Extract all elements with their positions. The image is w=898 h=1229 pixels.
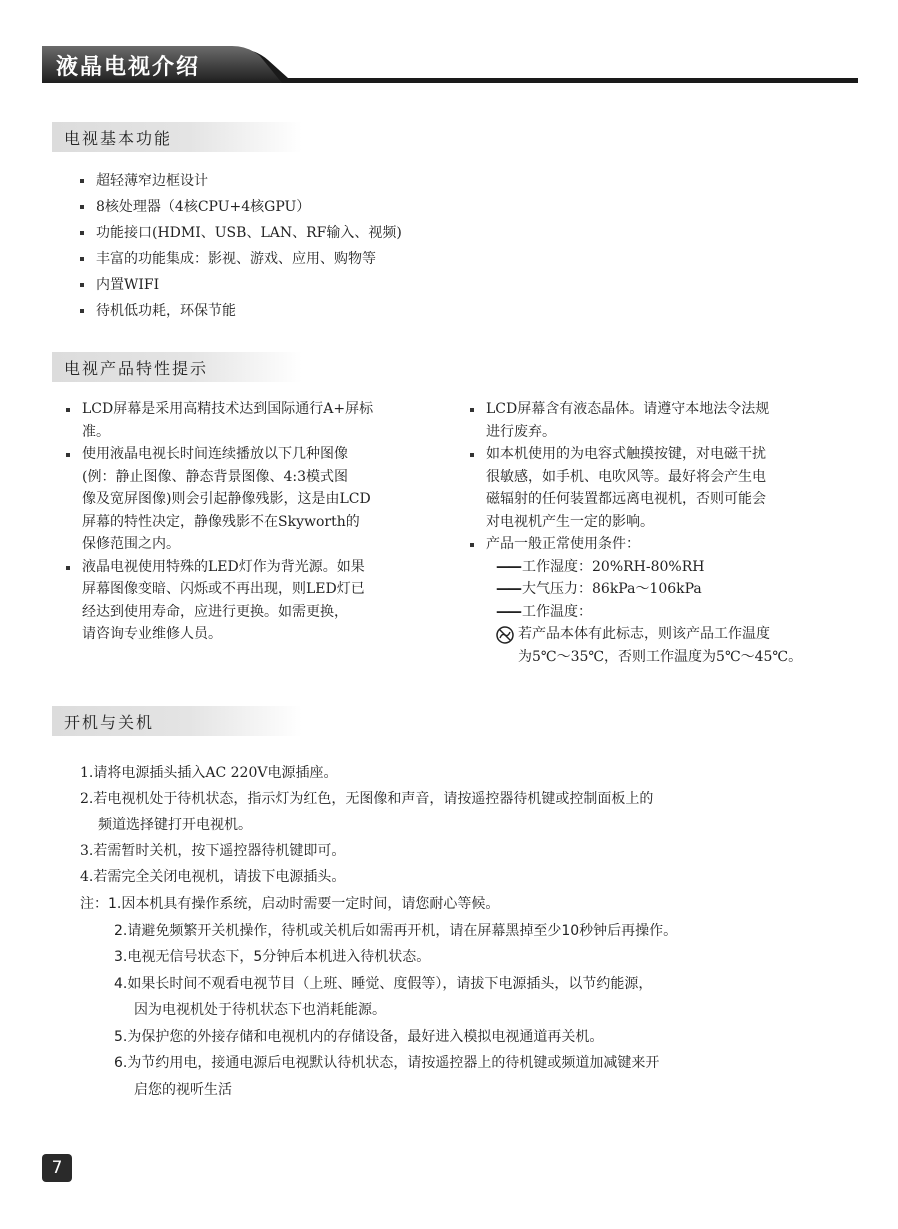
- page-header-title: 液晶电视介绍: [56, 55, 201, 80]
- section-header-features: [52, 122, 302, 152]
- text-line: 若产品本体有此标志，则该产品工作温度: [518, 626, 770, 642]
- list-item: [66, 443, 446, 556]
- feature-list: [80, 168, 580, 324]
- text-line: 磁辐射的任何装置都远离电视机，否则可能会: [486, 491, 766, 507]
- characteristics-left-column: [66, 398, 446, 646]
- section-title: 开机与关机: [64, 713, 155, 732]
- note-line: 4.如果长时间不观看电视节目（上班、睡觉、度假等），请拔下电源插头，以节约能源，: [114, 975, 653, 992]
- text-line: 如本机使用的为电容式触摸按键，对电磁干扰: [486, 446, 766, 462]
- text-line: 使用液晶电视长时间连续播放以下几种图像: [82, 446, 348, 462]
- text-line: (例：静止图像、静态背景图像、4:3模式图: [82, 468, 348, 485]
- dash-mark: ——: [496, 558, 520, 575]
- step-line: 4.若需完全关闭电视机，请拔下电源插头。: [80, 869, 346, 885]
- condition-line: [470, 601, 850, 624]
- list-item: 待机低功耗，环保节能: [80, 298, 580, 324]
- note-line: 3.电视无信号状态下，5分钟后本机进入待机状态。: [114, 949, 431, 965]
- step-line: 2.若电视机处于待机状态，指示灯为红色，无图像和声音，请按遥控器待机键或控制面板上的: [80, 791, 654, 807]
- text-line: 对电视机产生一定的影响。: [486, 513, 654, 530]
- page-number: 7: [42, 1154, 72, 1182]
- power-notes: [80, 891, 860, 1103]
- section-header-characteristics: [52, 352, 302, 382]
- text-line: 屏幕图像变暗、闪烁或不再出现，则LED灯已: [82, 581, 365, 597]
- temperature-warning-icon: [496, 626, 514, 644]
- condition-line: [470, 556, 850, 579]
- power-steps: [80, 760, 860, 890]
- note-line: 6.为节约用电，接通电源后电视默认待机状态，请按遥控器上的待机键或频道加减键来开: [114, 1055, 660, 1071]
- list-item: [66, 398, 446, 443]
- text-line: 保修范围之内。: [82, 536, 180, 552]
- step-line: 3.若需暂时关机，按下遥控器待机键即可。: [80, 843, 346, 859]
- text-line: 像及宽屏图像)则会引起静像残影，这是由LCD: [82, 491, 371, 507]
- step-line: 1.请将电源插头插入AC 220V电源插座。: [80, 765, 338, 781]
- condition-text: 工作温度：: [522, 603, 592, 620]
- characteristics-right-column: [470, 398, 850, 668]
- conditions-heading: 产品一般正常使用条件：: [470, 533, 850, 556]
- temperature-note: [470, 623, 850, 668]
- text-line: LCD屏幕是采用高精技术达到国际通行A+屏标: [82, 401, 374, 417]
- text-line: 进行废弃。: [486, 423, 556, 440]
- text-line: 屏幕的特性决定，静像残影不在Skyworth的: [82, 513, 360, 530]
- note-line: 因为电视机处于待机状态下也消耗能源。: [134, 1002, 386, 1018]
- note-line: 注：1.因本机具有操作系统，启动时需要一定时间，请您耐心等候。: [80, 896, 500, 912]
- section-header-power: [52, 706, 302, 736]
- text-line: LCD屏幕含有液态晶体。请遵守本地法令法规: [486, 401, 770, 417]
- note-line: 5.为保护您的外接存储和电视机内的存储设备，最好进入模拟电视通道再关机。: [114, 1028, 604, 1045]
- list-item: 丰富的功能集成：影视、游戏、应用、购物等: [80, 246, 580, 272]
- list-item: [66, 556, 446, 646]
- list-item: [470, 398, 850, 443]
- condition-text: 大气压力：86kPa～106kPa: [522, 581, 702, 597]
- section-title: 电视基本功能: [64, 129, 173, 148]
- text-line: 准。: [82, 423, 110, 440]
- dash-mark: ——: [496, 581, 520, 597]
- list-item: 8核处理器（4核CPU+4核GPU）: [80, 194, 580, 220]
- list-item: [470, 443, 850, 533]
- text-line: 液晶电视使用特殊的LED灯作为背光源。如果: [82, 558, 365, 575]
- section-title: 电视产品特性提示: [64, 359, 209, 378]
- text-line: 请咨询专业维修人员。: [82, 626, 222, 642]
- note-line: 启您的视听生活: [134, 1081, 232, 1098]
- list-item: 功能接口(HDMI、USB、LAN、RF输入、视频): [80, 220, 580, 246]
- text-line: 经达到使用寿命，应进行更换。如需更换，: [82, 603, 348, 620]
- text-line: 很敏感，如手机、电吹风等。最好将会产生电: [486, 468, 766, 485]
- condition-text: 工作湿度：20%RH-80%RH: [522, 558, 705, 575]
- dash-mark: ——: [496, 603, 520, 620]
- condition-line: [470, 578, 850, 601]
- step-line: 频道选择键打开电视机。: [98, 817, 252, 833]
- text-line: 为5℃～35℃，否则工作温度为5℃～45℃。: [518, 648, 803, 665]
- list-item: 内置WIFI: [80, 272, 580, 298]
- note-line: 2.请避免频繁开关机操作，待机或关机后如需再开机，请在屏幕黑掉至少10秒钟后再操作。: [114, 922, 678, 939]
- list-item: 超轻薄窄边框设计: [80, 168, 580, 194]
